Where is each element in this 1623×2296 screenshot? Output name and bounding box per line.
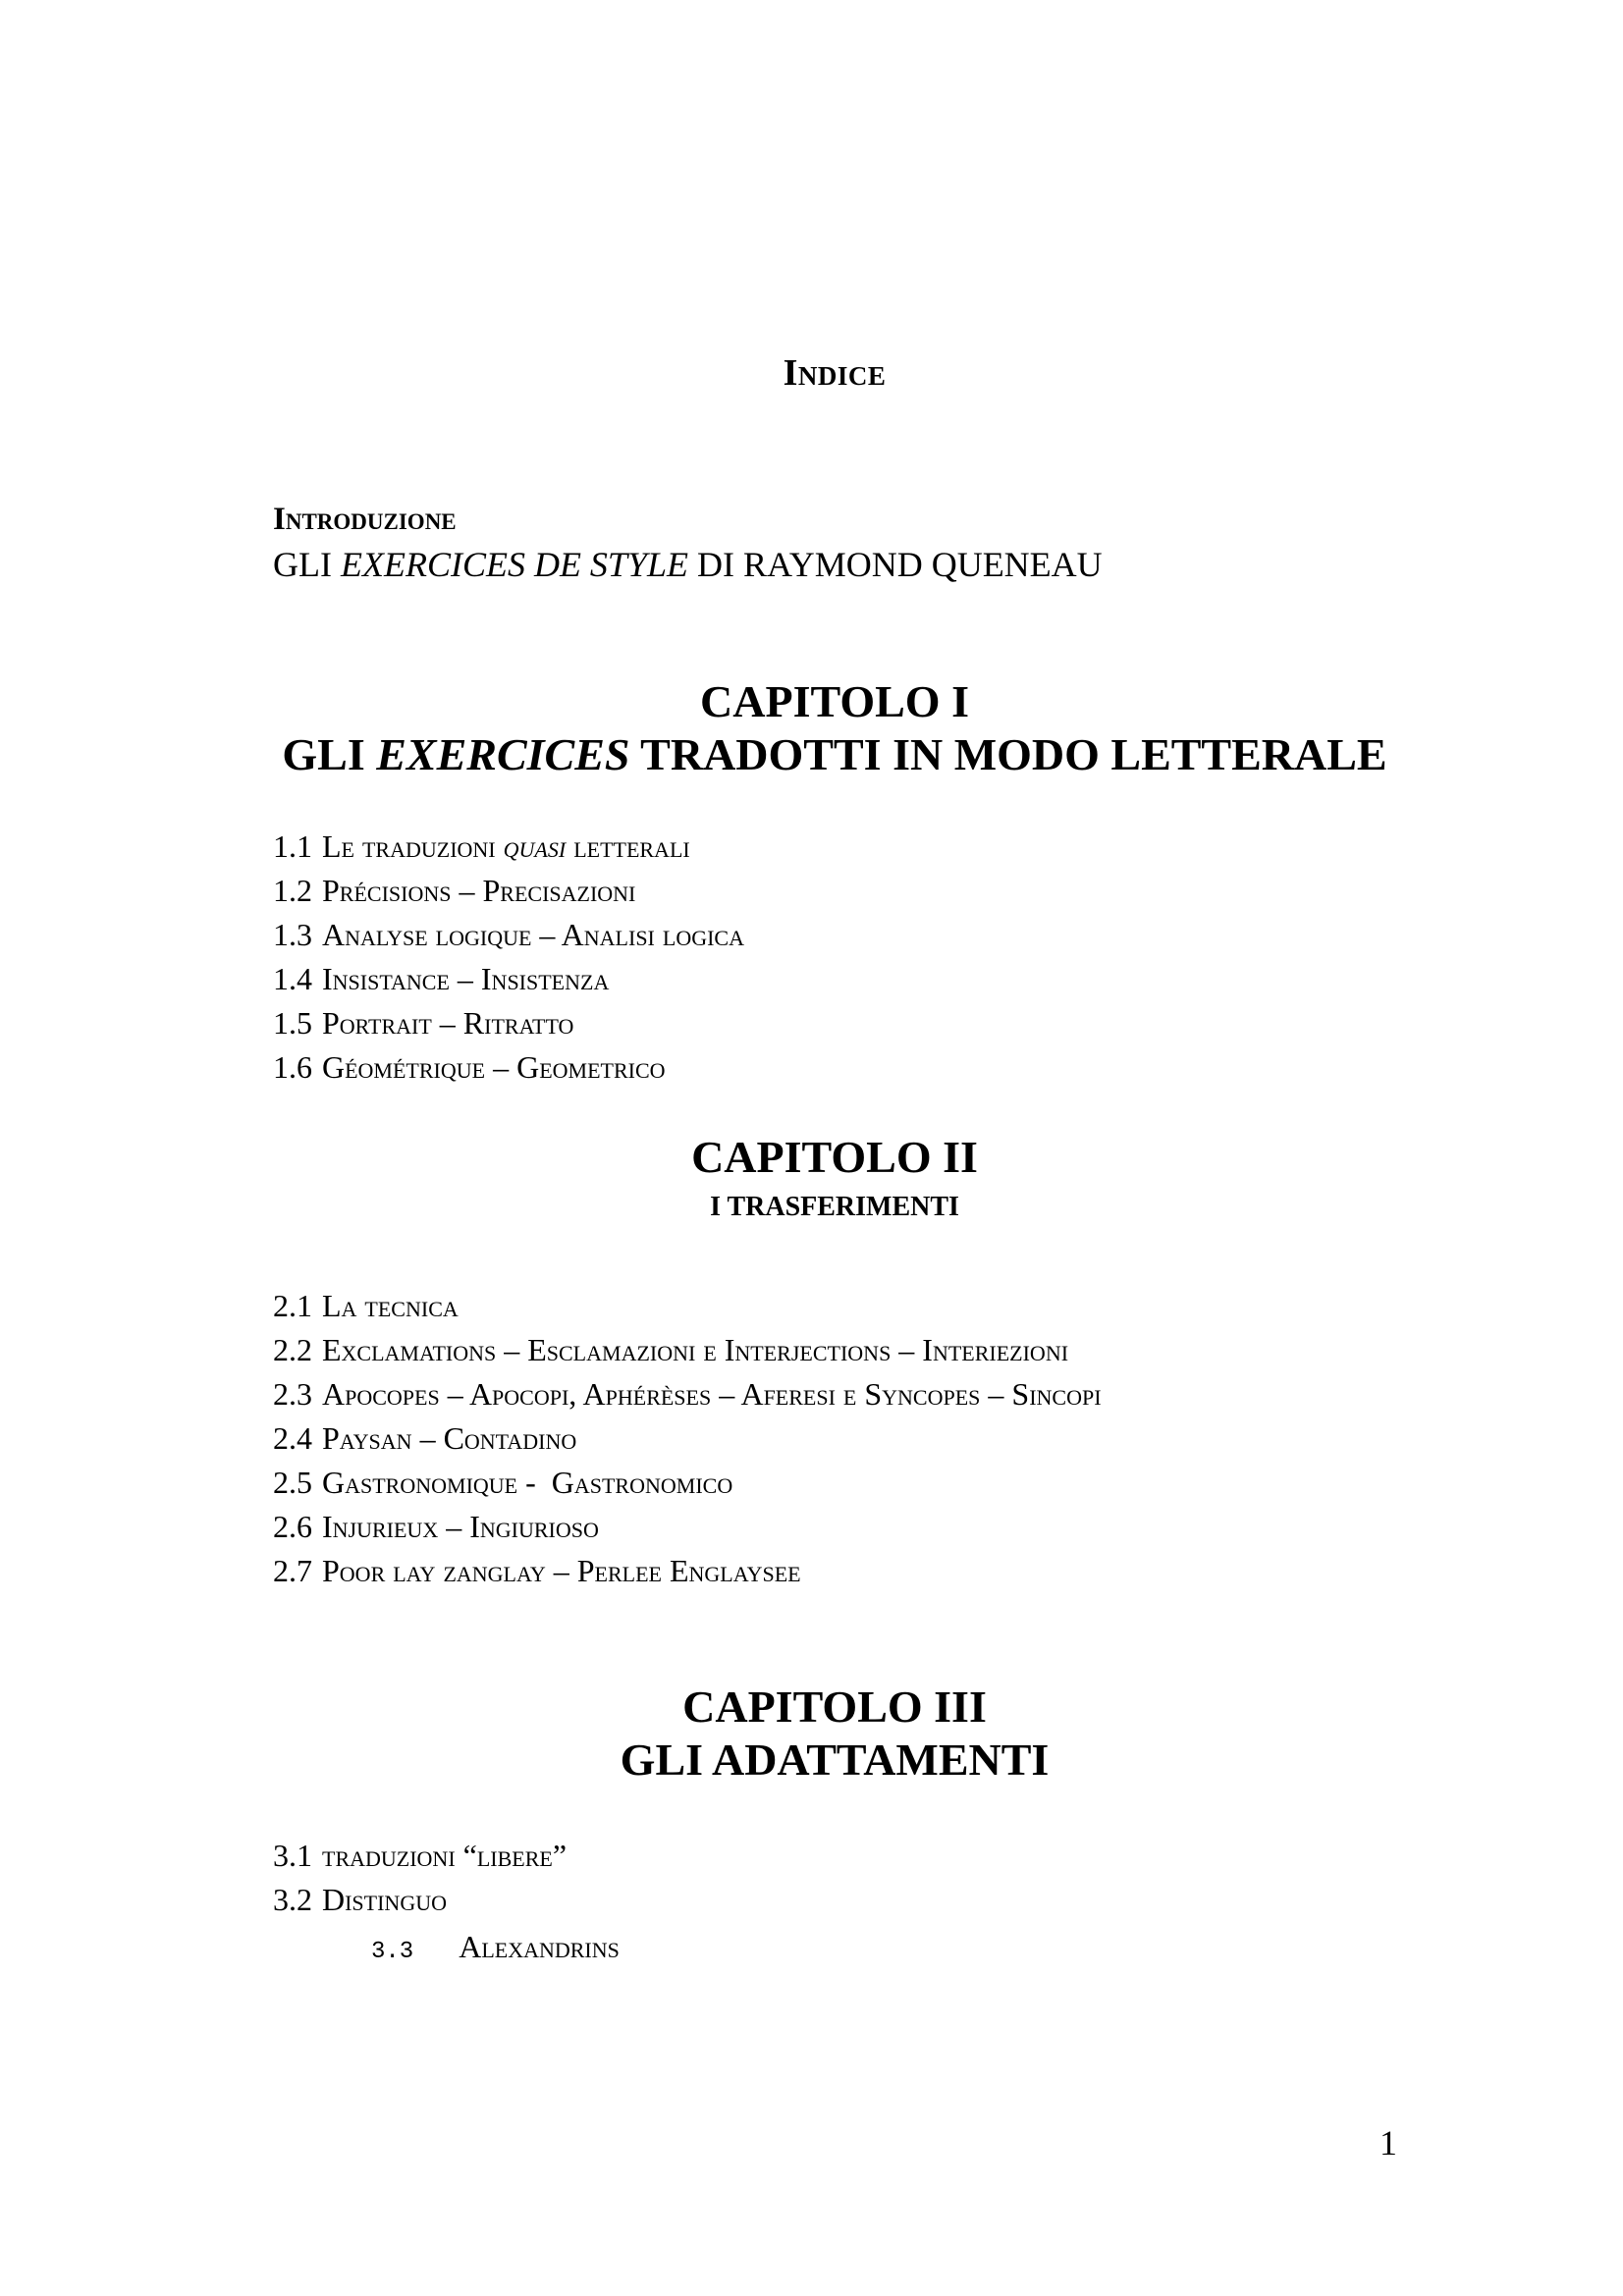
toc-item-2-2[interactable] [273, 1328, 1102, 1372]
chapter-1-title[interactable]: CAPITOLO I [700, 676, 969, 726]
toc-number: 2.2 [273, 1332, 312, 1367]
toc-text: Gastronomique - Gastronomico [322, 1465, 733, 1500]
introduction-heading[interactable]: Introduzione [273, 502, 457, 537]
page-number: 1 [1380, 2123, 1397, 2163]
toc-text: Alexandrins [459, 1929, 620, 1964]
introduction-subtitle-suffix: DI RAYMOND QUENEAU [688, 545, 1103, 584]
page-title: Indice [783, 352, 887, 394]
toc-item-3-1[interactable] [273, 1834, 567, 1878]
toc-number: 2.5 [273, 1465, 312, 1500]
toc-text: Exclamations – Esclamazioni e Interjections – Interiezioni [322, 1332, 1069, 1367]
toc-item-3-2[interactable] [273, 1878, 567, 1922]
toc-number: 1.1 [273, 828, 312, 864]
toc-text: Le traduzioni [322, 828, 504, 864]
toc-number: 2.1 [273, 1288, 312, 1323]
chapter-1-subtitle-prefix: GLI [282, 729, 377, 779]
chapter-3-toc-list [273, 1834, 567, 1922]
toc-item-2-6[interactable] [273, 1505, 1102, 1549]
toc-number: 1.4 [273, 961, 312, 996]
chapter-3-subtitle[interactable]: GLI ADATTAMENTI [620, 1735, 1050, 1785]
toc-number: 2.7 [273, 1553, 312, 1588]
toc-number: 3.2 [273, 1882, 312, 1917]
toc-text: Précisions – Precisazioni [322, 873, 636, 908]
chapter-3-title[interactable]: CAPITOLO III [682, 1682, 987, 1732]
chapter-1-toc-list [273, 825, 744, 1090]
toc-text-suffix: letterali [566, 828, 690, 864]
toc-text: Analyse logique – Analisi logica [322, 917, 744, 952]
toc-item-2-3[interactable] [273, 1372, 1102, 1416]
toc-item-2-5[interactable] [273, 1461, 1102, 1505]
toc-text: Portrait – Ritratto [322, 1005, 574, 1041]
chapter-2-header [0, 1131, 1623, 1227]
chapter-2-title[interactable]: CAPITOLO II [691, 1132, 978, 1182]
toc-number: 1.3 [273, 917, 312, 952]
toc-item-1-2[interactable] [273, 869, 744, 913]
chapter-1-subtitle-suffix: TRADOTTI IN MODO LETTERALE [629, 729, 1387, 779]
toc-number: 1.6 [273, 1049, 312, 1085]
introduction-subtitle-prefix: GLI [273, 545, 341, 584]
toc-number: 3.3 [371, 1939, 414, 1965]
introduction-subtitle[interactable] [273, 542, 1103, 587]
toc-text-italic: quasi [503, 828, 567, 864]
chapter-1-subtitle[interactable] [0, 728, 1623, 781]
toc-item-2-7[interactable] [273, 1549, 1102, 1593]
toc-item-1-4[interactable] [273, 957, 744, 1001]
toc-number: 2.3 [273, 1376, 312, 1412]
toc-text: La tecnica [322, 1288, 459, 1323]
toc-number: 2.6 [273, 1509, 312, 1544]
chapter-2-subtitle[interactable]: I TRASFERIMENTI [710, 1192, 959, 1222]
toc-text: Poor lay zanglay – Perlee Englaysee [322, 1553, 801, 1588]
toc-text: Paysan – Contadino [322, 1420, 577, 1456]
toc-text: Insistance – Insistenza [322, 961, 610, 996]
toc-text: Apocopes – Apocopi, Aphérèses – Aferesi e Syncopes – Sincopi [322, 1376, 1102, 1412]
toc-text: traduzioni “libere” [322, 1838, 568, 1873]
toc-text: Injurieux – Ingiurioso [322, 1509, 599, 1544]
toc-number: 3.1 [273, 1838, 312, 1873]
introduction-subtitle-italic: EXERCICES DE STYLE [340, 545, 688, 584]
toc-text: Distinguo [322, 1882, 447, 1917]
toc-item-1-1[interactable] [273, 825, 744, 869]
toc-text: Géométrique – Geometrico [322, 1049, 666, 1085]
toc-number: 2.4 [273, 1420, 312, 1456]
introduction-section [273, 497, 1103, 587]
chapter-2-toc-list [273, 1284, 1102, 1593]
toc-item-3-3[interactable] [371, 1929, 620, 1965]
toc-item-2-4[interactable] [273, 1416, 1102, 1461]
toc-item-2-1[interactable] [273, 1284, 1102, 1328]
chapter-3-header [0, 1681, 1623, 1787]
toc-number: 1.2 [273, 873, 312, 908]
toc-number: 1.5 [273, 1005, 312, 1041]
toc-item-1-3[interactable] [273, 913, 744, 957]
chapter-1-header [0, 675, 1623, 781]
chapter-1-subtitle-italic: EXERCICES [376, 729, 630, 779]
toc-item-1-5[interactable] [273, 1001, 744, 1045]
toc-item-1-6[interactable] [273, 1045, 744, 1090]
